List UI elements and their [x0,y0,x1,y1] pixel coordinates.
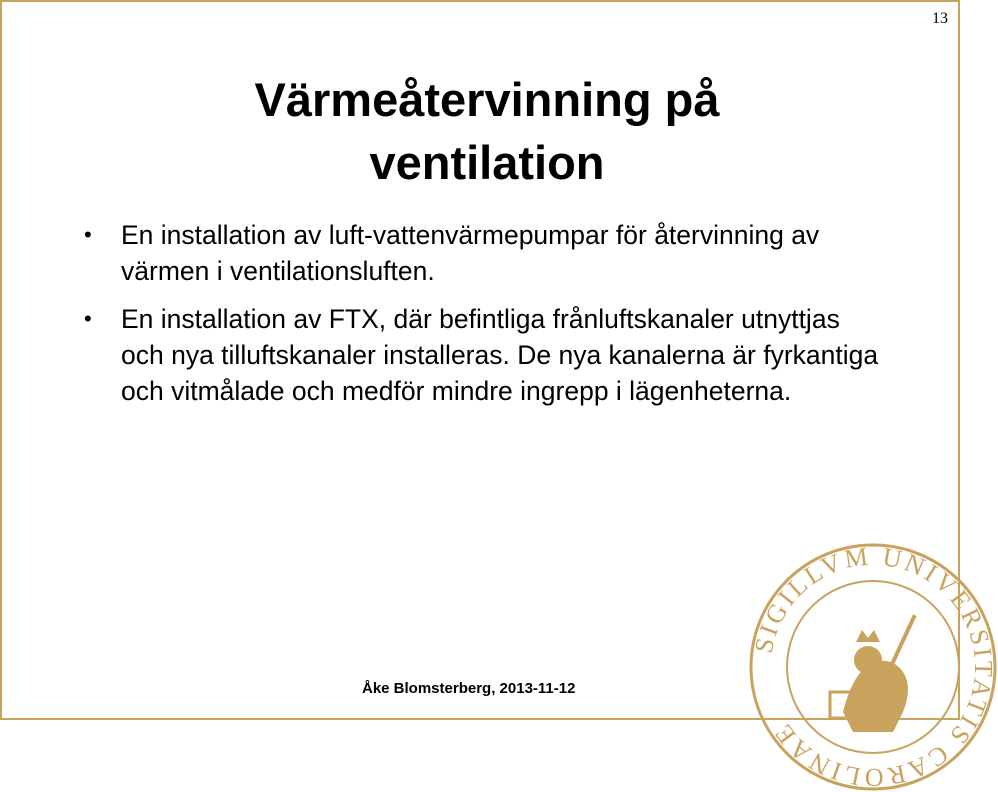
university-seal-logo [748,542,998,792]
bullet-item-2 [84,301,884,409]
title-line-2: ventilation [369,136,605,189]
slide-title [142,68,832,194]
lion-emblem-icon [830,614,917,732]
footer-author-date: Åke Blomsterberg, 2013-11-12 [362,680,576,697]
bullet-text-1: En installation av luft-vattenvärmepumpar för återvinning av värmen i ventilationsluften. [121,220,820,286]
seal-text: SIGILLVM UNIVERSITATIS CAROLINAE [748,542,998,792]
bullet-item-1 [84,217,884,289]
bullet-text-2: En installation av FTX, där befintliga frånluftskanaler utnyttjas och nya tilluftskanaler installeras. De nya kanalerna är fyrkantiga och vitmålade och medför mindre ingrepp i lägenheterna. [121,304,879,406]
bullet-icon: • [84,222,92,247]
bullet-list [84,217,884,421]
page-number: 13 [932,10,948,27]
bullet-icon: • [84,306,92,331]
title-line-1: Värmeåtervinning på [254,73,720,126]
